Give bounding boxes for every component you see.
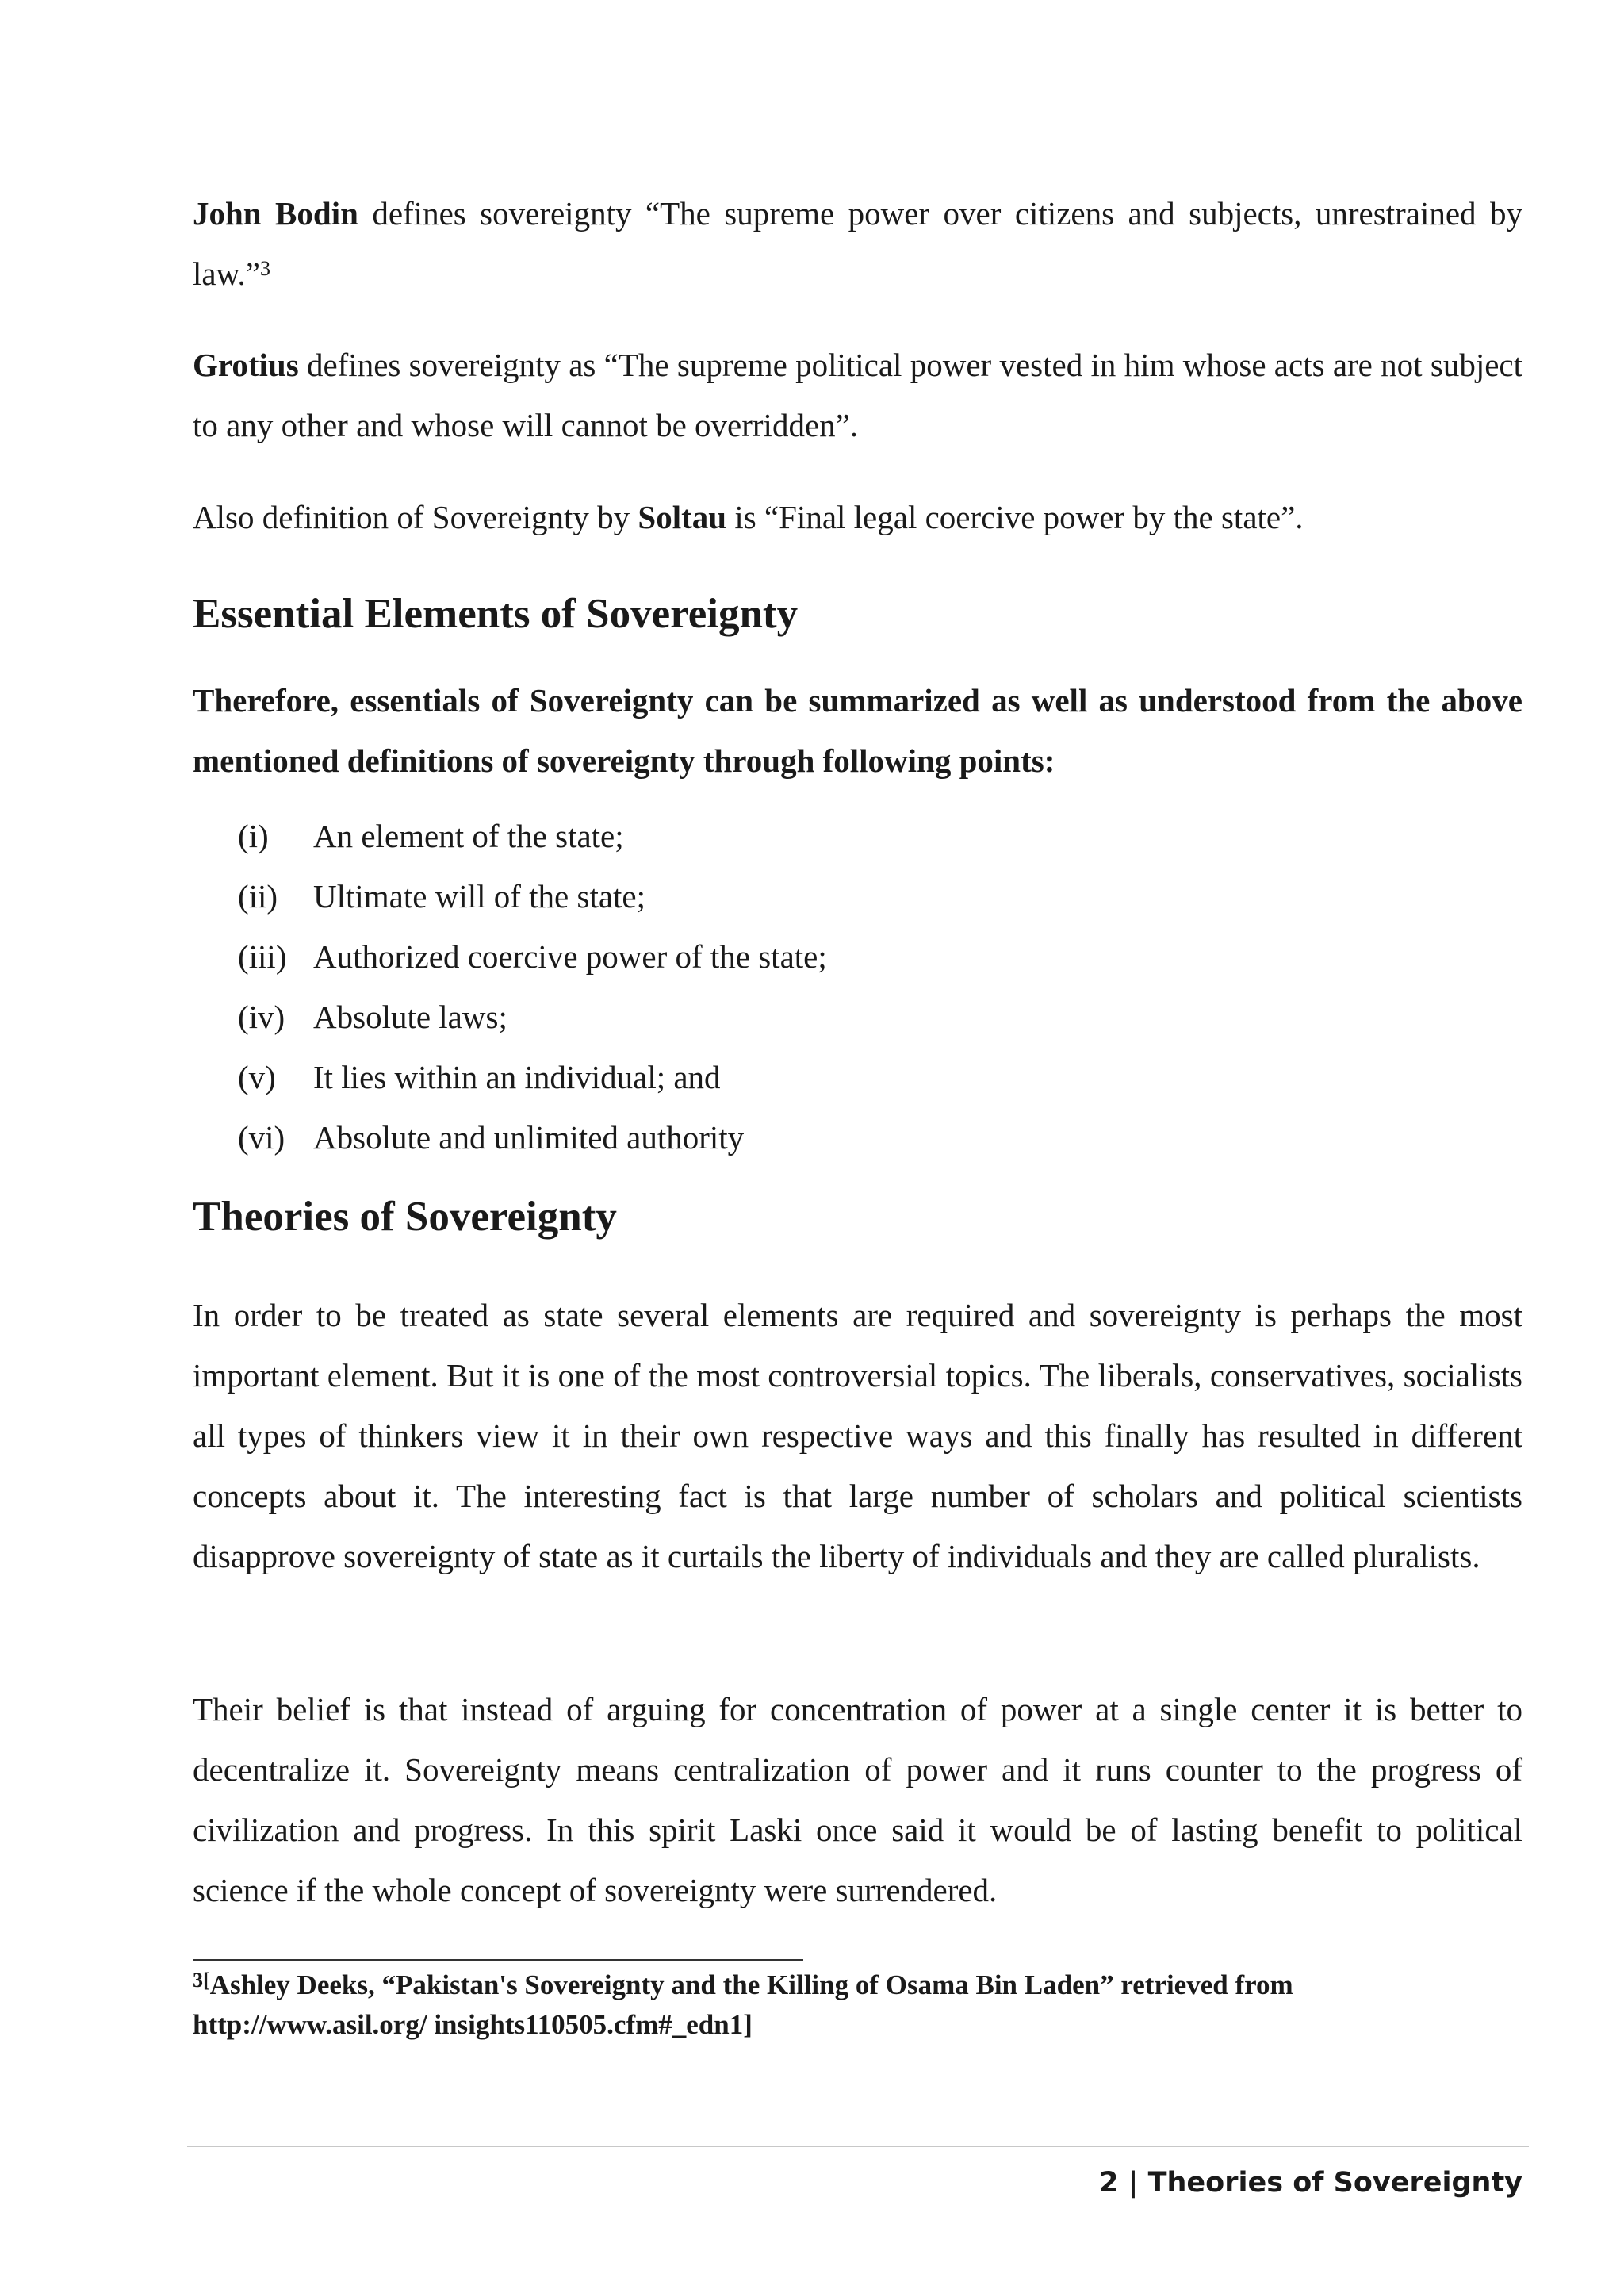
list-item-text: Ultimate will of the state; (313, 878, 646, 915)
grotius-name: Grotius (193, 347, 299, 383)
list-item (238, 866, 827, 926)
bodin-definition-paragraph (193, 183, 1522, 304)
list-item-number: (vi) (238, 1119, 285, 1156)
list-item-text: Absolute and unlimited authority (313, 1119, 745, 1156)
list-item (238, 987, 827, 1047)
footer-title: Theories of Sovereignty (1147, 2167, 1522, 2199)
soltau-suffix: is “Final legal coercive power by the state”. (726, 499, 1304, 535)
list-item (238, 1107, 827, 1168)
footnote-marker: 3[ (193, 1969, 210, 1992)
essentials-intro: Therefore, essentials of Sovereignty can be summarized as well as understood from the above mentioned definitions of sovereignty through following points: (193, 682, 1522, 779)
theories-paragraph-1: In order to be treated as state several elements are required and sovereignty is perhaps the most important element. But it is one of the most controversial topics. The liberals, conservatives, socialists all types of thinkers view it in their own respective ways and this finally has resulted in different concepts about it. The interesting fact is that large number of scholars and political scientists disapprove sovereignty of state as it curtails the liberty of individuals and they are called pluralists. (193, 1297, 1522, 1574)
list-item (238, 806, 827, 866)
grotius-definition-paragraph (193, 335, 1522, 455)
page-number: 2 (1099, 2167, 1119, 2199)
footnote-separator (193, 1959, 803, 1961)
list-item-text: Absolute laws; (313, 999, 508, 1035)
bodin-definition-text: defines sovereignty “The supreme power over citizens and subjects, unrestrained by law.” (193, 195, 1522, 292)
theories-paragraph-2: Their belief is that instead of arguing for concentration of power at a single center it is better to decentralize it. Sovereignty means centralization of power and it runs counter to the progress of civilization and progress. In this spirit Laski once said it would be of lasting benefit to political science if the whole concept of sovereignty were surrendered. (193, 1691, 1522, 1908)
theories-heading: Theories of Sovereignty (193, 1194, 617, 1240)
list-item-text: An element of the state; (313, 818, 624, 854)
footnote-reference[interactable]: 3 (259, 257, 270, 280)
list-item (238, 1047, 827, 1107)
essential-elements-heading: Essential Elements of Sovereignty (193, 591, 799, 637)
soltau-prefix: Also definition of Sovereignty by (193, 499, 638, 535)
list-item-number: (v) (238, 1059, 276, 1095)
list-item-number: (ii) (238, 878, 278, 915)
essential-elements-list (238, 806, 827, 1168)
footer-divider (187, 2146, 1529, 2147)
list-item (238, 926, 827, 987)
bodin-name: John Bodin (193, 195, 358, 232)
footnote-text: Ashley Deeks, “Pakistan's Sovereignty and the Killing of Osama Bin Laden” retrieved from http://www.asil.org/ insights110505.cfm#_edn1] (193, 1969, 1293, 2040)
list-item-text: Authorized coercive power of the state; (313, 938, 827, 975)
grotius-definition-text: defines sovereignty as “The supreme political power vested in him whose acts are not subject to any other and whose will cannot be overridden”. (193, 347, 1522, 443)
list-item-number: (iv) (238, 999, 285, 1035)
list-item-number: (iii) (238, 938, 287, 975)
footer-separator: | (1128, 2167, 1139, 2199)
page-footer (1099, 2165, 1522, 2200)
footnote (193, 1965, 1522, 2045)
soltau-definition-paragraph (193, 487, 1522, 547)
list-item-number: (i) (238, 818, 269, 854)
list-item-text: It lies within an individual; and (313, 1059, 721, 1095)
soltau-name: Soltau (638, 499, 727, 535)
